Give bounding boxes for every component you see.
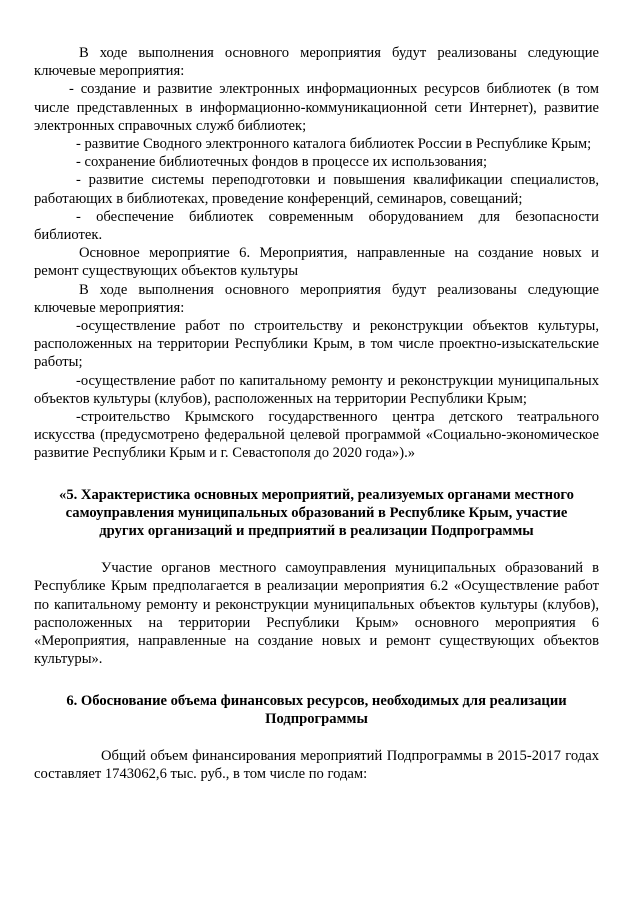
list-item: - сохранение библиотечных фондов в процессе их использования; <box>76 154 488 171</box>
list-item: - развитие Сводного электронного каталога библиотек России в Республике Крым; <box>76 136 592 153</box>
list-item: -осуществление работ по строительству и реконструкции объектов культуры, расположенных на территории Республики Крым, в том числе проектно-изыскательские работы; <box>34 318 599 371</box>
list-item: - создание и развитие электронных информационных ресурсов библиотек (в том числе представленных в информационно-коммуникационной сети Интернет), развитие электронных справочных служб библиотек; <box>34 81 599 134</box>
section-5-paragraph: Участие органов местного самоуправления муниципальных образований в Республике Крым предполагается в реализации мероприятия 6.2 «Осуществление работ по капитальному ремонту и реконструкции муниципальных объектов культуры (клубов), расположенных на территории Республики Крым» основного мероприятия 6 «Мероприятия, направленные на создание новых и ремонт существующих объектов культуры». <box>34 560 599 668</box>
document-page <box>34 44 599 783</box>
list-item: - обеспечение библиотек современным оборудованием для безопасности библиотек. <box>34 208 599 244</box>
section-5-heading: «5. Характеристика основных мероприятий, реализуемых органами местного самоуправления муниципальных образований в Республике Крым, участие других организаций и предприятий в реализации Подпрограммы <box>59 486 574 540</box>
section-6-heading: 6. Обоснование объема финансовых ресурсов, необходимых для реализации Подпрограммы <box>66 692 567 727</box>
list-item: -осуществление работ по капитальному ремонту и реконструкции муниципальных объектов культуры (клубов), расположенных на территории Республики Крым; <box>34 372 599 407</box>
intro-paragraph: В ходе выполнения основного мероприятия будут реализованы следующие ключевые мероприятия: <box>34 45 599 80</box>
activity-6-title: Основное мероприятие 6. Мероприятия, направленные на создание новых и ремонт существующих объектов культуры <box>34 245 599 280</box>
list-item: - развитие системы переподготовки и повышения квалификации специалистов, работающих в библиотеках, проведение конференций, семинаров, совещаний; <box>34 172 599 207</box>
section-6-paragraph: Общий объем финансирования мероприятий Подпрограммы в 2015-2017 годах составляет 1743062,6 тыс. руб., в том числе по годам: <box>34 747 599 783</box>
list-item: -строительство Крымского государственного центра детского театрального искусства (предусмотрено федеральной целевой программой «Социально-экономическое развитие Республики Крым и г. Севастополя до 2020 года»).» <box>34 409 599 462</box>
intro-paragraph: В ходе выполнения основного мероприятия будут реализованы следующие ключевые мероприятия: <box>34 281 599 316</box>
